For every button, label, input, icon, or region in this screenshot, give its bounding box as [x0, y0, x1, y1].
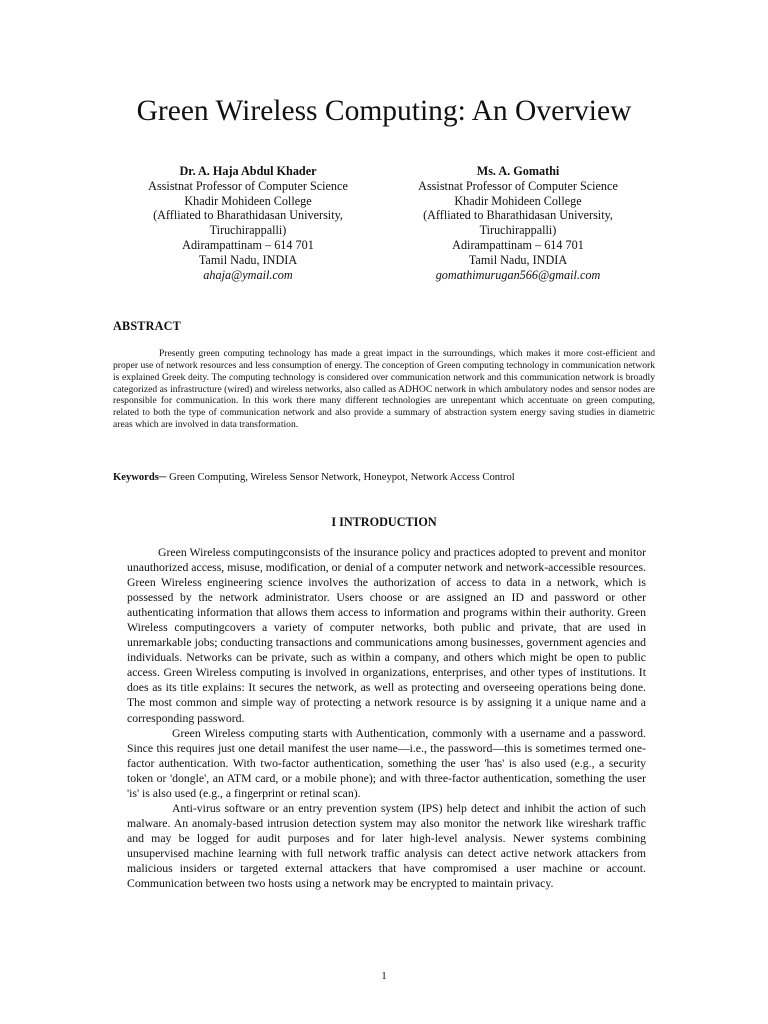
keywords-text: Green Computing, Wireless Sensor Network, Honeypot, Network Access Control: [166, 472, 515, 483]
author-college: Khadir Mohideen College: [454, 193, 582, 208]
author-affiliation-city: Tiruchirappalli): [479, 223, 557, 238]
paper-title: Green Wireless Computing: An Overview: [136, 95, 632, 127]
author-address: Adirampattinam – 614 701: [182, 237, 314, 252]
author-address: Adirampattinam – 614 701: [452, 237, 584, 252]
author-affiliation: (Affliated to Bharathidasan University,: [423, 208, 613, 223]
author-affiliation-city: Tiruchirappalli): [209, 223, 287, 238]
paragraph: Green Wireless computingconsists of the insurance policy and practices adopted to prevent and monitor unauthorized access, misuse, modification, or denial of a computer network and network-accessible resources. Green Wireless engineering science involves the authorization of access to data in a network, which is possessed by the network administrator. Users choose or are assigned an ID and password or other authenticating information that allows them access to information and programs within their authority. Green Wireless computingcovers a variety of computer networks, both public and private, that are used in unremarkable jobs; conducting transactions and communications among businesses, government agencies and individuals. Networks can be private, such as within a company, and others which might be open to public access. Green Wireless computing is involved in organizations, enterprises, and other types of institutions. It does as its title explains: It secures the network, as well as protecting and overseeing operations being done. The most common and simple way of protecting a network resource is by assigning it a unique name and a corresponding password.: [127, 546, 646, 725]
keywords-label: Keywords: [113, 472, 159, 483]
author-region: Tamil Nadu, INDIA: [198, 252, 298, 267]
author-block-2: [368, 164, 668, 282]
abstract-body: Presently green computing technology has made a great impact in the surroundings, which makes it more cost-efficient and proper use of network resources and less consumption of energy. The conception of Green computing technology in communication network is explained Greek deity. The computing technology is considered over communication network and this communication network is broadly categorized as infrastructure (wired) and wireless networks, also called as ADHOC network in which ambulatory nodes and sensor nodes are responsible for communication. In this work there many different technologies are unrepentant which accentuate on green computing, related to both the type of communication network and also provide a summary of abstraction system energy saving studies in diametric areas which are involved in data transformation.: [113, 348, 655, 431]
paragraph: Green Wireless computing starts with Authentication, commonly with a username and a password. Since this requires just one detail manifest the user name—i.e., the password—this is sometimes termed one-factor authentication. With two-factor authentication, something the user 'has' is also used (e.g., a security token or 'dongle', an ATM card, or a mobile phone); and with three-factor authentication, something the user 'is' is also used (e.g., a fingerprint or retinal scan).: [127, 726, 646, 800]
author-position: Assistnat Professor of Computer Science: [148, 178, 348, 193]
author-affiliation: (Affliated to Bharathidasan University,: [153, 208, 343, 223]
section-heading-introduction: I INTRODUCTION: [331, 515, 437, 529]
paragraph: Anti-virus software or an entry prevention system (IPS) help detect and inhibit the action of such malware. An anomaly-based intrusion detection system may also monitor the network like wireshark traffic and may be logged for audit purposes and for later high-level analysis. Newer systems combining unsupervised machine learning with full network traffic analysis can detect active network attackers from malicious insiders or targeted external attackers that have compromised a user machine or account. Communication between two hosts using a network may be encrypted to maintain privacy.: [127, 801, 646, 891]
keywords-line: [113, 471, 673, 485]
author-name: Ms. A. Gomathi: [476, 164, 560, 178]
author-region: Tamil Nadu, INDIA: [468, 252, 568, 267]
author-email: ahaja@ymail.com: [203, 267, 293, 282]
keywords-separator: ─: [158, 472, 167, 483]
author-block-1: [98, 164, 398, 282]
author-position: Assistnat Professor of Computer Science: [418, 178, 618, 193]
introduction-body: [127, 545, 646, 891]
author-name: Dr. A. Haja Abdul Khader: [179, 164, 317, 178]
author-email: gomathimurugan566@gmail.com: [435, 267, 601, 282]
abstract-heading: ABSTRACT: [113, 319, 181, 333]
page-number: 1: [381, 970, 387, 982]
author-college: Khadir Mohideen College: [184, 193, 312, 208]
